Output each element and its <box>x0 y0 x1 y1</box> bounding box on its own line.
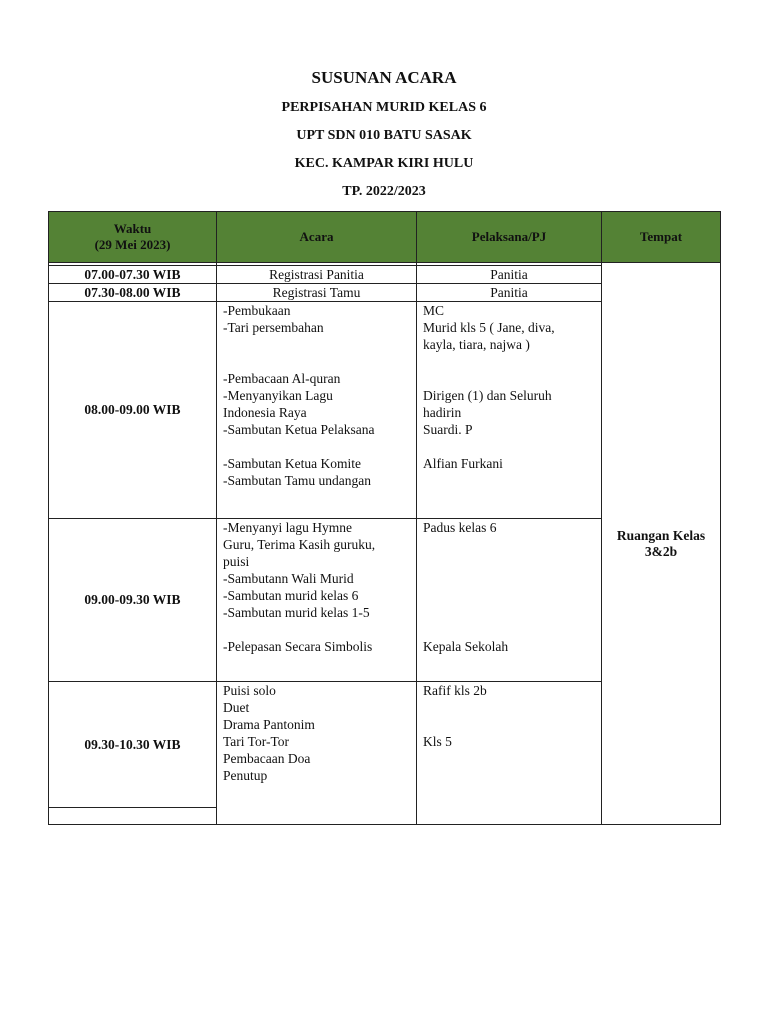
cell-line: -Tari persembahan <box>223 320 324 335</box>
cell-line: -Menyanyi lagu Hymne <box>223 520 352 535</box>
cell-line: Suardi. P <box>423 422 473 437</box>
cell-line: puisi <box>223 554 250 569</box>
row-time: 09.30-10.30 WIB <box>49 682 217 808</box>
row-acara-list <box>217 519 417 682</box>
cell-line <box>423 472 595 489</box>
cell-line <box>423 699 595 716</box>
cell-line: -Sambutan Ketua Pelaksana <box>223 422 375 437</box>
cell-line: Duet <box>223 700 250 715</box>
cell-line <box>423 767 595 784</box>
cell-line <box>423 621 595 638</box>
cell-line: -Sambutan Tamu undangan <box>223 473 372 488</box>
cell-line: Indonesia Raya <box>223 405 307 420</box>
row-acara-list <box>217 302 417 519</box>
cell-line: Penutup <box>223 768 268 783</box>
cell-line: Kepala Sekolah <box>423 639 509 654</box>
row-pj: Panitia <box>417 266 602 284</box>
school-year: TP. 2022/2023 <box>342 184 426 199</box>
tempat-cell: Ruangan Kelas 3&2b <box>602 263 721 825</box>
cell-line <box>423 750 595 767</box>
row-pj-list <box>417 519 602 682</box>
cell-line <box>423 553 595 570</box>
header-acara: Acara <box>217 212 417 263</box>
row-time: 09.00-09.30 WIB <box>49 519 217 682</box>
cell-line <box>423 536 595 553</box>
cell-line: Puisi solo <box>223 683 276 698</box>
cell-line: -Menyanyikan Lagu <box>223 388 333 403</box>
cell-line: Padus kelas 6 <box>423 520 497 535</box>
cell-line <box>423 353 595 370</box>
row-acara-list <box>217 682 417 825</box>
cell-line: kayla, tiara, najwa ) <box>423 337 530 352</box>
cell-line: Rafif kls 2b <box>423 683 487 698</box>
table-header-row <box>49 212 721 263</box>
cell-line <box>423 604 595 621</box>
cell-line <box>423 587 595 604</box>
row-time: 07.00-07.30 WIB <box>49 266 217 284</box>
row-time: 08.00-09.00 WIB <box>49 302 217 519</box>
event-name: PERPISAHAN MURID KELAS 6 <box>281 100 487 115</box>
cell-line <box>423 716 595 733</box>
cell-line: -Sambutan murid kelas 1-5 <box>223 605 370 620</box>
cell-line: MC <box>423 303 445 318</box>
cell-line <box>423 438 595 455</box>
cell-line <box>223 621 410 638</box>
cell-line: Tari Tor-Tor <box>223 734 289 749</box>
cell-line <box>423 370 595 387</box>
document-title: SUSUNAN ACARA <box>311 68 457 87</box>
cell-line: Murid kls 5 ( Jane, diva, <box>423 320 555 335</box>
header-waktu-label: Waktu <box>113 221 152 236</box>
cell-line: -Sambutan Ketua Komite <box>223 456 361 471</box>
cell-line: Dirigen (1) dan Seluruh <box>423 388 552 403</box>
cell-line: Alfian Furkani <box>423 456 503 471</box>
empty-cell <box>49 808 217 825</box>
header-tempat: Tempat <box>602 212 721 263</box>
header-waktu-date: (29 Mei 2023) <box>94 237 171 252</box>
school-name: UPT SDN 010 BATU SASAK <box>296 128 472 143</box>
cell-line: -Pembacaan Al-quran <box>223 371 341 386</box>
cell-line: Pembacaan Doa <box>223 751 311 766</box>
cell-line <box>223 438 410 455</box>
header-waktu <box>49 212 217 263</box>
cell-line <box>223 353 410 370</box>
cell-line: Drama Pantonim <box>223 717 315 732</box>
row-acara: Registrasi Panitia <box>217 266 417 284</box>
cell-line: -Sambutan murid kelas 6 <box>223 588 359 603</box>
row-time: 07.30-08.00 WIB <box>49 284 217 302</box>
row-pj-list <box>417 682 602 825</box>
schedule-table <box>48 211 721 825</box>
cell-line: hadirin <box>423 405 462 420</box>
row-pj-list <box>417 302 602 519</box>
header-pelaksana: Pelaksana/PJ <box>417 212 602 263</box>
cell-line: Guru, Terima Kasih guruku, <box>223 537 376 552</box>
cell-line <box>423 570 595 587</box>
cell-line: -Sambutann Wali Murid <box>223 571 354 586</box>
cell-line <box>223 336 410 353</box>
cell-line: -Pembukaan <box>223 303 291 318</box>
district-name: KEC. KAMPAR KIRI HULU <box>294 156 474 171</box>
row-pj: Panitia <box>417 284 602 302</box>
cell-line: -Pelepasan Secara Simbolis <box>223 639 373 654</box>
row-acara: Registrasi Tamu <box>217 284 417 302</box>
cell-line: Kls 5 <box>423 734 452 749</box>
